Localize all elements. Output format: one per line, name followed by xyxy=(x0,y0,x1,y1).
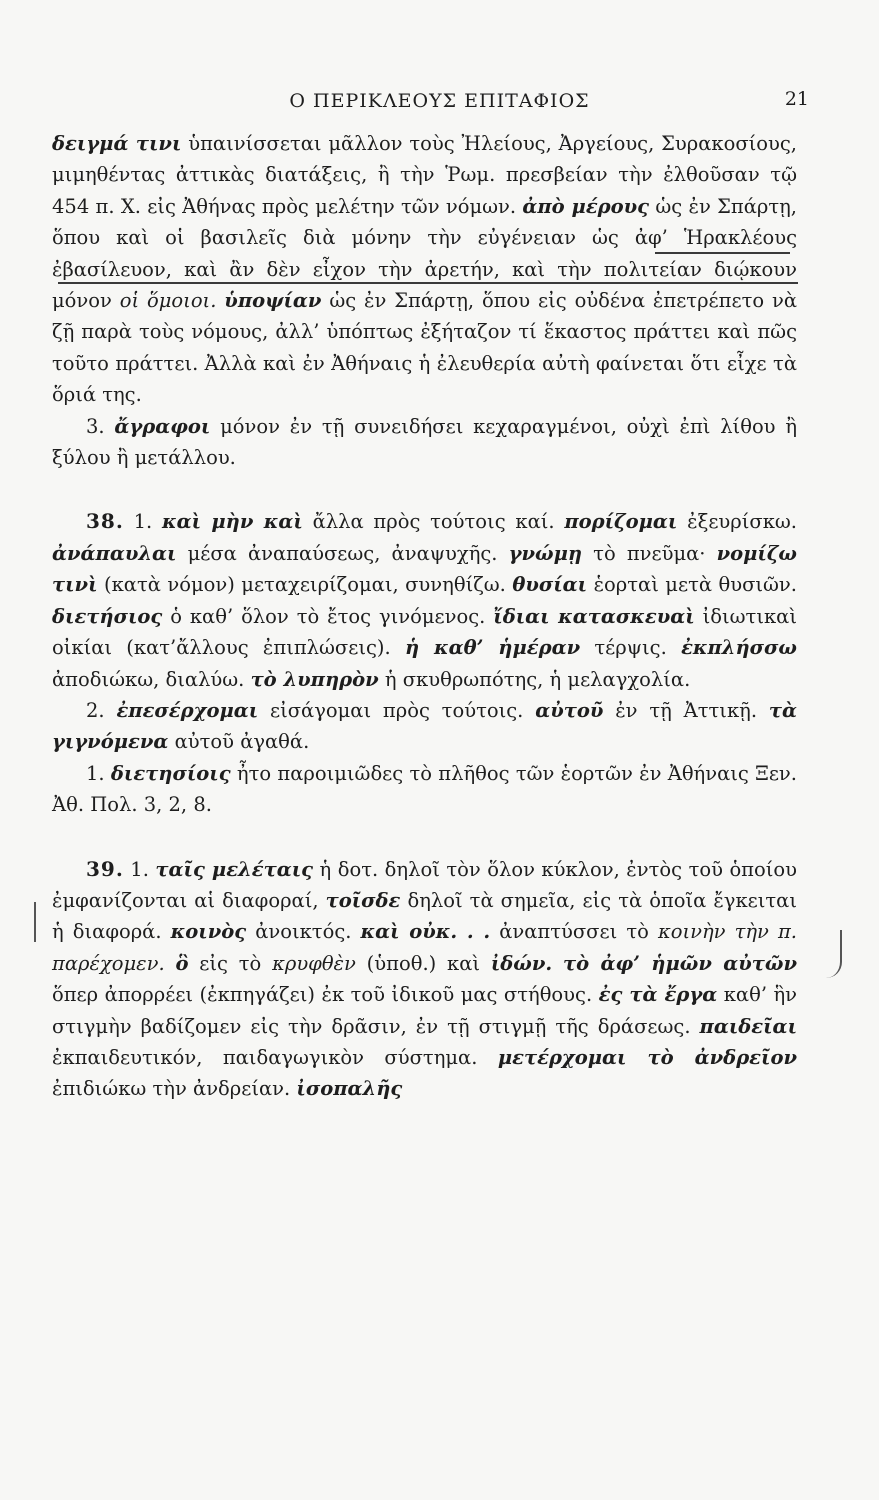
lemma: καὶ οὐκ. . . xyxy=(360,920,491,944)
gloss: ἡ δοτ. δηλοῖ τὸν ὅλον κύκλον, ἐντὸς τοῦ ὁποίου ἐμφανίζονται αἱ διαφοραί, xyxy=(52,857,797,912)
lemma: τὸ λυπηρὸν xyxy=(250,667,379,691)
running-head: Ο ΠΕΡΙΚΛΕΟΥΣ ΕΠΙΤΑΦΙΟΣ xyxy=(289,90,590,112)
section-gap xyxy=(52,473,797,506)
section-gap xyxy=(52,821,797,854)
gloss: ἐν τῇ Ἀττικῇ. xyxy=(603,698,769,722)
page-number: 21 xyxy=(784,88,809,110)
lemma: ἡ καθ’ ἡμέραν xyxy=(404,636,581,660)
body-text xyxy=(52,128,797,1105)
note-number: 1. xyxy=(123,510,162,534)
note-3 xyxy=(52,411,797,474)
lemma: ἰδών. xyxy=(490,951,553,975)
gloss: ὑπαινίσσεται μᾶλλον τοὺς Ἠλείους, Ἀργείους, Συρακοσίους, μιμηθέντας ἀττικὰς διατάξεις, ἢ τὴν Ῥωμ. πρεσβείαν τὴν ἐλθοῦσαν τῷ 454 π. Χ. εἰς Ἀθήνας πρὸς μελέτην τῶν νόμων. xyxy=(52,132,797,218)
gloss: ἐπιδιώκω τὴν ἀνδρείαν. xyxy=(52,1077,297,1101)
lemma: ταῖς μελέταις xyxy=(155,857,314,881)
lemma: πορίζομαι xyxy=(564,510,678,534)
italic-phrase: οἱ ὅμοιοι. xyxy=(119,289,217,313)
lemma: ἄγραφοι xyxy=(114,414,211,438)
note-number: 2. xyxy=(86,698,117,722)
gloss: μέσα ἀναπαύσεως, ἀναψυχῆς. xyxy=(176,541,509,565)
italic-phrase: κοινὴν τὴν π. παρέχομεν. xyxy=(52,920,798,975)
section-38-note xyxy=(52,758,797,821)
gloss: ἀναπτύσσει τὸ xyxy=(490,920,658,944)
gloss: ἐκπαιδευτικόν, παιδαγωγικὸν σύστημα. xyxy=(52,1045,498,1069)
lemma: ἀπὸ μέρους xyxy=(522,194,650,218)
gloss: ἑορταὶ μετὰ θυσιῶν. xyxy=(587,573,797,597)
lemma: τὰ γιγνόμενα xyxy=(52,698,797,754)
note-number: 1. xyxy=(123,857,156,881)
gloss: τέρψις. xyxy=(580,636,682,660)
gloss: ὅπερ ἀπορρέει (ἐκπηγάζει) ἐκ τοῦ ἰδικοῦ μας στήθους. xyxy=(52,983,599,1007)
lemma: τοῖσδε xyxy=(325,888,401,912)
gloss: αὐτοῦ ἀγαθά. xyxy=(168,730,310,754)
section-38-2 xyxy=(52,695,797,758)
gloss: μόνον ἐν τῇ συνειδήσει κεχαραγμένοι, οὐχὶ ἐπὶ λίθου ἢ ξύλου ἢ μετάλλου. xyxy=(52,414,797,470)
gloss: εἰς τὸ xyxy=(188,951,273,975)
section-39 xyxy=(52,854,797,1105)
gloss: ἐξευρίσκω. xyxy=(677,510,797,534)
italic-phrase: κρυφθὲν xyxy=(272,951,356,975)
lemma: μετέρχομαι τὸ ἀνδρεῖον xyxy=(497,1045,797,1069)
lemma: καὶ μὴν καὶ xyxy=(161,510,303,534)
lemma: ἐπεσέρχομαι xyxy=(116,698,259,722)
lemma: ἰσοπαλῆς xyxy=(296,1077,403,1101)
gloss: (ὑποθ.) καὶ xyxy=(355,951,491,975)
gloss: (κατὰ νόμον) μεταχειρίζομαι, συνηθίζω. xyxy=(97,573,513,597)
gloss: ἰδιωτικαὶ οἰκίαι (κατ’ἄλλους ἐπιπλώσεις). xyxy=(52,604,797,660)
note-number: 1. xyxy=(86,761,111,785)
lemma: δειγμά τινι xyxy=(52,132,182,155)
lemma: νομίζω τινὶ xyxy=(52,541,797,597)
gloss: ἄλλα πρὸς τούτοις καί. xyxy=(302,510,565,534)
lemma: παιδεῖαι xyxy=(699,1014,797,1038)
gloss: ἀνοικτός. xyxy=(246,920,361,944)
gloss: ὡς ἐν Σπάρτῃ, ὅπου καὶ οἱ βασιλεῖς διὰ μόνην τὴν εὐγένειαν ὡς ἀφ’ Ἡρακλέους ἐβασίλευον, καὶ ἂν δὲν εἶχον τὴν ἀρετήν, καὶ τὴν πολιτείαν διῴκουν μόνον xyxy=(52,194,797,313)
gloss: εἰσάγομαι πρὸς τούτοις. xyxy=(258,698,536,722)
lemma: ἴδιαι κατασκευαὶ xyxy=(493,604,695,628)
lemma: ἐς τὰ ἔργα xyxy=(598,983,718,1007)
gloss: καθ’ ἣν στιγμὴν βαδίζομεν εἰς τὴν δρᾶσιν, ἐν τῇ στιγμῇ τῆς δράσεως. xyxy=(52,983,798,1038)
section-number: 38. xyxy=(86,509,124,534)
gloss: τὸ πνεῦμα· xyxy=(582,541,717,565)
gloss: ἦτο παροιμιῶδες τὸ πλῆθος τῶν ἑορτῶν ἐν Ἀθήναις Ξεν. Ἀθ. Πολ. 3, 2, 8. xyxy=(52,761,797,817)
lemma: διετησίοις xyxy=(110,761,231,785)
gloss: ἀποδιώκω, διαλύω. xyxy=(52,667,251,691)
gloss: ὡς ἐν Σπάρτῃ, ὅπου εἰς οὐδένα ἐπετρέπετο νὰ ζῇ παρὰ τοὺς νόμους, ἀλλ’ ὑπόπτως ἐξήταζον τί ἕκαστος πράττει καὶ πῶς τοῦτο πράττει. Ἀλλὰ καὶ ἐν Ἀθήναις ἡ ἐλευθερία αὐτὴ φαίνεται ὅτι εἶχε τὰ ὅριά της. xyxy=(52,289,798,407)
lemma: ἀνάπαυλαι xyxy=(52,541,177,565)
lemma: τὸ ἀφ’ ἡμῶν αὐτῶν xyxy=(562,951,797,975)
lemma: ὑποψίαν xyxy=(224,289,322,313)
lemma: αὐτοῦ xyxy=(535,698,604,722)
lemma: διετήσιος xyxy=(52,604,163,628)
gloss xyxy=(552,952,563,975)
margin-pencil-mark-right xyxy=(826,930,842,978)
section-38 xyxy=(52,506,797,694)
note-number: 3. xyxy=(86,414,105,438)
lemma: γνώμῃ xyxy=(508,541,583,565)
lemma: κοινὸς xyxy=(170,920,247,944)
lemma: ἐκπλήσσω xyxy=(681,636,797,660)
section-number: 39. xyxy=(86,856,124,881)
gloss: ἡ σκυθρωπότης, ἡ μελαγχολία. xyxy=(378,667,691,691)
lemma: θυσίαι xyxy=(512,573,588,597)
gloss: δηλοῖ τὰ σημεῖα, εἰς τὰ ὁποῖα ἔγκειται ἡ διαφορά. xyxy=(52,888,797,944)
gloss xyxy=(165,952,176,975)
lemma: ὃ xyxy=(175,951,189,975)
margin-pencil-mark-left xyxy=(34,902,36,942)
paragraph-continuation xyxy=(52,128,797,411)
gloss: ὁ καθ’ ὅλον τὸ ἔτος γινόμενος. xyxy=(162,604,494,628)
